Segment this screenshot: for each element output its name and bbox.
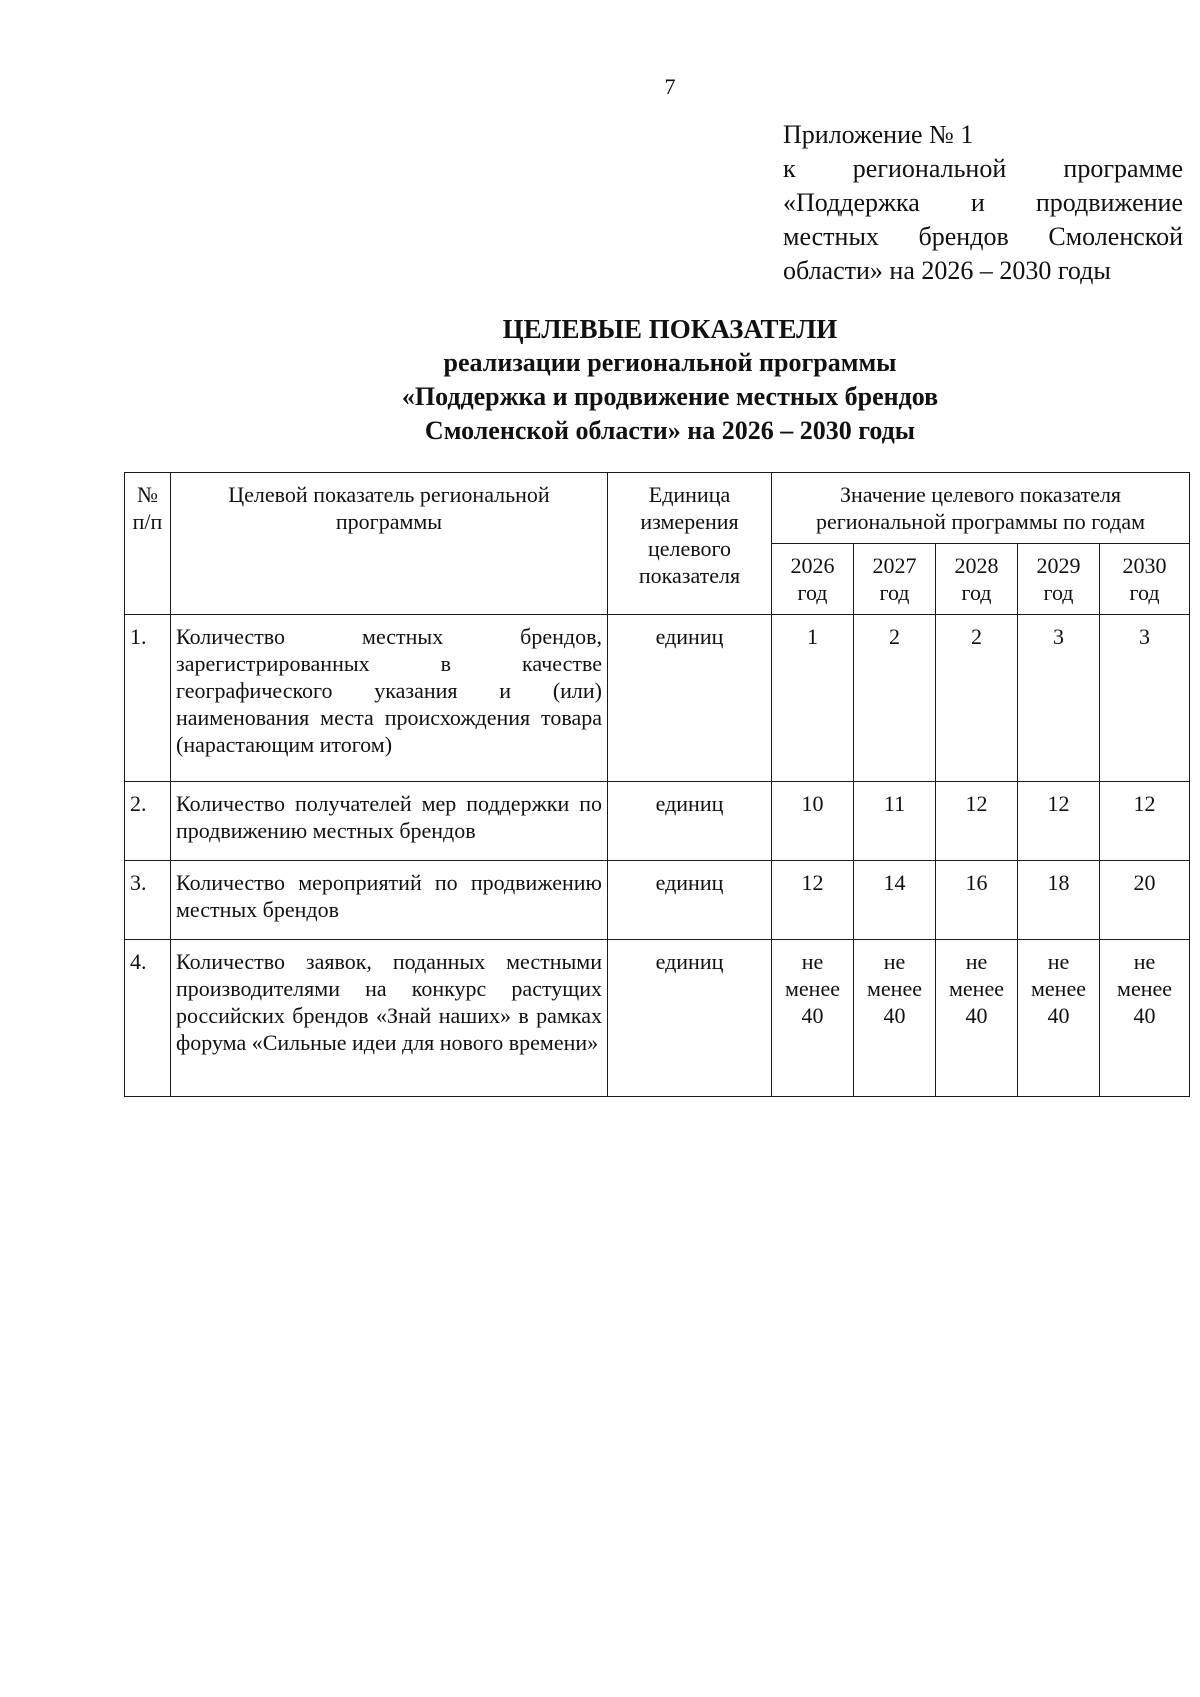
value-cell: 1 — [772, 615, 854, 782]
unit-cell: единиц — [608, 782, 772, 861]
header-values-group: Значение целевого показателя региональной программы по годам — [772, 473, 1190, 544]
value-cell: не менее 40 — [1100, 940, 1190, 1097]
value-cell: 2 — [854, 615, 936, 782]
value-cell: 14 — [854, 861, 936, 940]
value-cell: 16 — [936, 861, 1018, 940]
appendix-line: к региональной программе — [783, 154, 1183, 183]
value-cell: 18 — [1018, 861, 1100, 940]
header-indicator: Целевой показатель региональной программы — [171, 473, 608, 615]
value-cell: не менее 40 — [936, 940, 1018, 1097]
row-number: 1. — [125, 615, 171, 782]
value-cell: 3 — [1100, 615, 1190, 782]
header-num: № п/п — [125, 473, 171, 615]
title-line: «Поддержка и продвижение местных брендов — [401, 382, 939, 411]
value-cell: 3 — [1018, 615, 1100, 782]
indicator-name: Количество местных брендов, зарегистрированных в качестве географического указания и (или) наименования места происхождения товара (нарастающим итогом) — [171, 615, 608, 782]
table-row — [125, 940, 1190, 1097]
appendix-line: области» на 2026 – 2030 годы — [783, 256, 1111, 285]
unit-cell: единиц — [608, 940, 772, 1097]
title-line: реализации региональной программы — [443, 348, 897, 377]
indicator-name: Количество получателей мер поддержки по продвижению местных брендов — [171, 782, 608, 861]
value-cell: 20 — [1100, 861, 1190, 940]
value-cell: не менее 40 — [854, 940, 936, 1097]
document-title — [0, 312, 1200, 448]
unit-cell: единиц — [608, 615, 772, 782]
header-year: 2030 год — [1100, 544, 1190, 615]
header-unit: Единица измерения целевого показателя — [608, 473, 772, 615]
value-cell: 2 — [936, 615, 1018, 782]
value-cell: 12 — [936, 782, 1018, 861]
title-line: Смоленской области» на 2026 – 2030 годы — [424, 416, 916, 445]
table-row — [125, 615, 1190, 782]
indicator-name: Количество мероприятий по продвижению местных брендов — [171, 861, 608, 940]
appendix-line: «Поддержка и продвижение — [783, 188, 1183, 217]
value-cell: 12 — [772, 861, 854, 940]
row-number: 2. — [125, 782, 171, 861]
row-number: 4. — [125, 940, 171, 1097]
page-number: 7 — [664, 74, 676, 99]
appendix-line: местных брендов Смоленской — [783, 222, 1183, 251]
header-year: 2029 год — [1018, 544, 1100, 615]
header-year: 2027 год — [854, 544, 936, 615]
value-cell: не менее 40 — [772, 940, 854, 1097]
header-year: 2026 год — [772, 544, 854, 615]
header-year: 2028 год — [936, 544, 1018, 615]
value-cell: 10 — [772, 782, 854, 861]
indicator-name: Количество заявок, поданных местными производителями на конкурс растущих российских брендов «Знай наших» в рамках форума «Сильные идеи для нового времени» — [171, 940, 608, 1097]
value-cell: не менее 40 — [1018, 940, 1100, 1097]
value-cell: 12 — [1100, 782, 1190, 861]
value-cell: 11 — [854, 782, 936, 861]
table-row — [125, 861, 1190, 940]
indicators-table — [124, 472, 1190, 1097]
appendix-line-title: Приложение № 1 — [783, 120, 974, 149]
appendix-block — [783, 118, 1183, 288]
row-number: 3. — [125, 861, 171, 940]
unit-cell: единиц — [608, 861, 772, 940]
value-cell: 12 — [1018, 782, 1100, 861]
table-row — [125, 782, 1190, 861]
title-main: ЦЕЛЕВЫЕ ПОКАЗАТЕЛИ — [502, 314, 838, 344]
